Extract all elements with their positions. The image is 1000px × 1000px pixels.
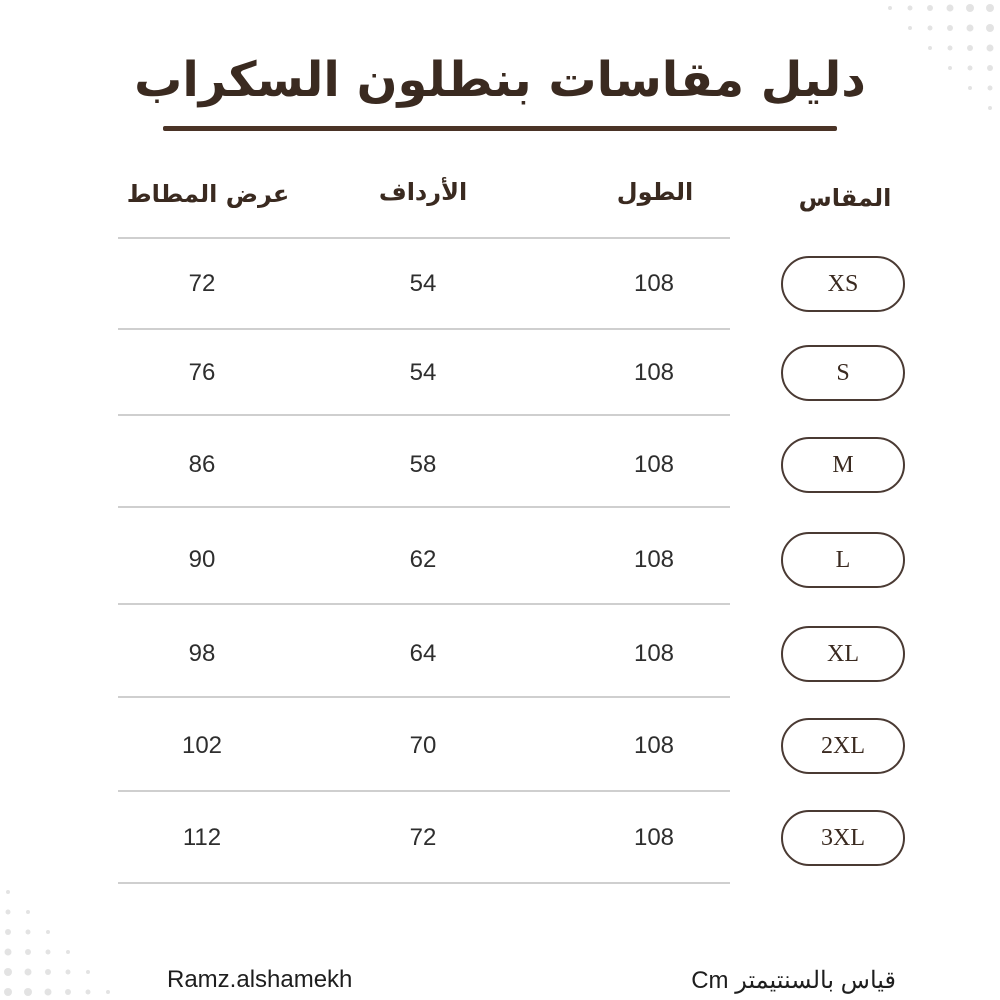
cell-length: 108: [633, 270, 675, 297]
cell-waist-elastic: 98: [188, 640, 216, 667]
size-label: XS: [781, 256, 905, 312]
page-title: دليل مقاسات بنطلون السكراب: [134, 52, 866, 108]
cell-waist-elastic: 72: [188, 270, 216, 297]
divider: [118, 790, 730, 792]
cell-hips: 54: [409, 359, 437, 386]
divider: [118, 603, 730, 605]
cell-waist-elastic: 112: [182, 824, 222, 851]
header-waist-elastic: عرض المطاط: [126, 180, 290, 208]
cell-length: 108: [633, 824, 675, 851]
cell-hips: 62: [409, 546, 437, 573]
decorative-dots-bottom-left: [0, 850, 170, 1000]
title-underline: [163, 126, 837, 131]
cell-hips: 70: [409, 732, 437, 759]
size-label: 3XL: [781, 810, 905, 866]
divider: [118, 328, 730, 330]
divider: [118, 882, 730, 884]
cell-length: 108: [633, 640, 675, 667]
cell-length: 108: [633, 546, 675, 573]
cell-hips: 58: [409, 451, 437, 478]
divider: [118, 506, 730, 508]
cell-length: 108: [633, 732, 675, 759]
cell-hips: 64: [409, 640, 437, 667]
size-label: M: [781, 437, 905, 493]
header-size: المقاس: [798, 184, 892, 212]
size-label: XL: [781, 626, 905, 682]
header-hips: الأرداف: [378, 178, 468, 206]
cell-waist-elastic: 102: [181, 732, 223, 759]
size-label: 2XL: [781, 718, 905, 774]
cell-waist-elastic: 76: [188, 359, 216, 386]
unit-note: قياس بالسنتيمتر Cm: [691, 967, 896, 994]
size-label: L: [781, 532, 905, 588]
brand-handle: Ramz.alshamekh: [167, 966, 353, 993]
cell-length: 108: [633, 359, 675, 386]
header-length: الطول: [616, 178, 694, 206]
cell-waist-elastic: 90: [188, 546, 216, 573]
divider: [118, 237, 730, 239]
divider: [118, 696, 730, 698]
size-label: S: [781, 345, 905, 401]
cell-length: 108: [633, 451, 675, 478]
cell-waist-elastic: 86: [188, 451, 216, 478]
cell-hips: 54: [409, 270, 437, 297]
cell-hips: 72: [409, 824, 437, 851]
divider: [118, 414, 730, 416]
